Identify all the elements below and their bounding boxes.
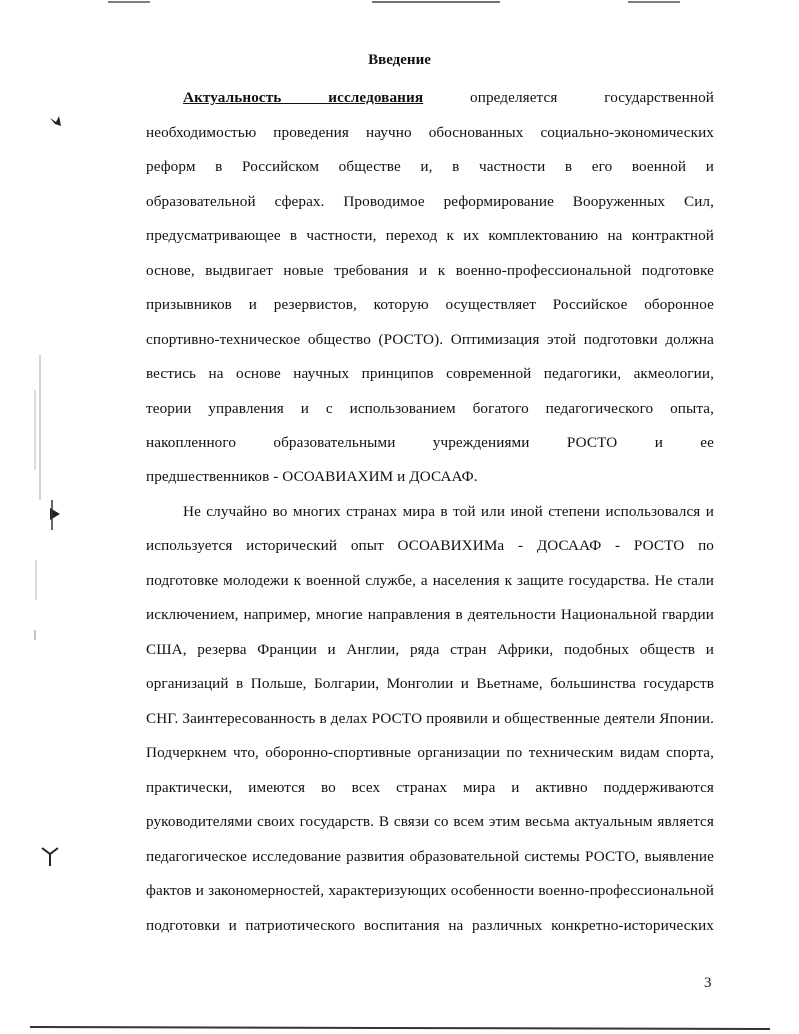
paragraph-2-line-10: руководителями своих государств. В связи со всем этим весьма актуальным является <box>146 813 714 830</box>
paragraph-2-line-2: используется исторический опыт ОСОАВИХИМа - ДОСААФ - РОСТО по <box>146 537 714 554</box>
paragraph-1-line-3: реформ в Российском обществе и, в частности в его военной и <box>146 158 714 175</box>
paragraph-2-line-5: США, резерва Франции и Англии, ряда стран Африки, подобных обществ и <box>146 641 714 658</box>
paragraph-2-line-3: подготовке молодежи к военной службе, а населения к защите государства. Не стали <box>146 572 714 589</box>
paragraph-1-line-8: спортивно-техническое общество (РОСТО). Оптимизация этой подготовки должна <box>146 331 714 348</box>
paragraph-2-line-12: фактов и закономерностей, характеризующих особенности военно-профессиональной <box>146 882 714 899</box>
paragraph-1-line-11: накопленного образовательными учреждениями РОСТО и ее <box>146 434 714 451</box>
paragraph-1-line-5: предусматривающее в частности, переход к их комплектованию на контрактной <box>146 227 714 244</box>
paragraph-2-line-6: организаций в Польше, Болгарии, Монголии и Вьетнаме, большинства государств <box>146 675 714 692</box>
paragraph-2-line-9: практически, имеются во всех странах мира и активно поддерживаются <box>146 779 714 796</box>
paragraph-1-line-12: предшественников - ОСОАВИАХИМ и ДОСААФ. <box>146 468 478 485</box>
lead-term: Актуальность исследования <box>183 89 424 106</box>
paragraph-2-line-4: исключением, например, многие направления в деятельности Национальной гвардии <box>146 606 714 623</box>
page-number: 3 <box>704 975 712 991</box>
paragraph-1-line-7: призывников и резервистов, которую осуществляет Российское оборонное <box>146 296 714 313</box>
paragraph-1-line-2: необходимостью проведения научно обоснованных социально-экономических <box>146 124 714 141</box>
paragraph-1-line-9: вестись на основе научных принципов современной педагогики, акмеологии, <box>146 365 714 382</box>
paragraph-1-line-6: основе, выдвигает новые требования и к военно-профессиональной подготовке <box>146 262 714 279</box>
paragraph-1-line-1: Актуальность исследования определяется государственной <box>183 89 714 106</box>
paragraph-2-line-11: педагогическое исследование развития образовательной системы РОСТО, выявление <box>146 848 714 865</box>
paragraph-2-line-8: Подчеркнем что, оборонно-спортивные организации по техническим видам спорта, <box>146 744 714 761</box>
paragraph-2-line-13: подготовки и патриотического воспитания на различных конкретно-исторических <box>146 917 714 934</box>
paragraph-2-line-1: Не случайно во многих странах мира в той или иной степени использовался и <box>183 503 714 520</box>
page-title: Введение <box>368 52 431 68</box>
paragraph-1-line-10: теории управления и с использованием богатого педагогического опыта, <box>146 400 714 417</box>
paragraph-2-line-7: СНГ. Заинтересованность в делах РОСТО проявили и общественные деятели Японии. <box>146 710 714 727</box>
paragraph-1-line-4: образовательной сферах. Проводимое реформирование Вооруженных Сил, <box>146 193 714 210</box>
